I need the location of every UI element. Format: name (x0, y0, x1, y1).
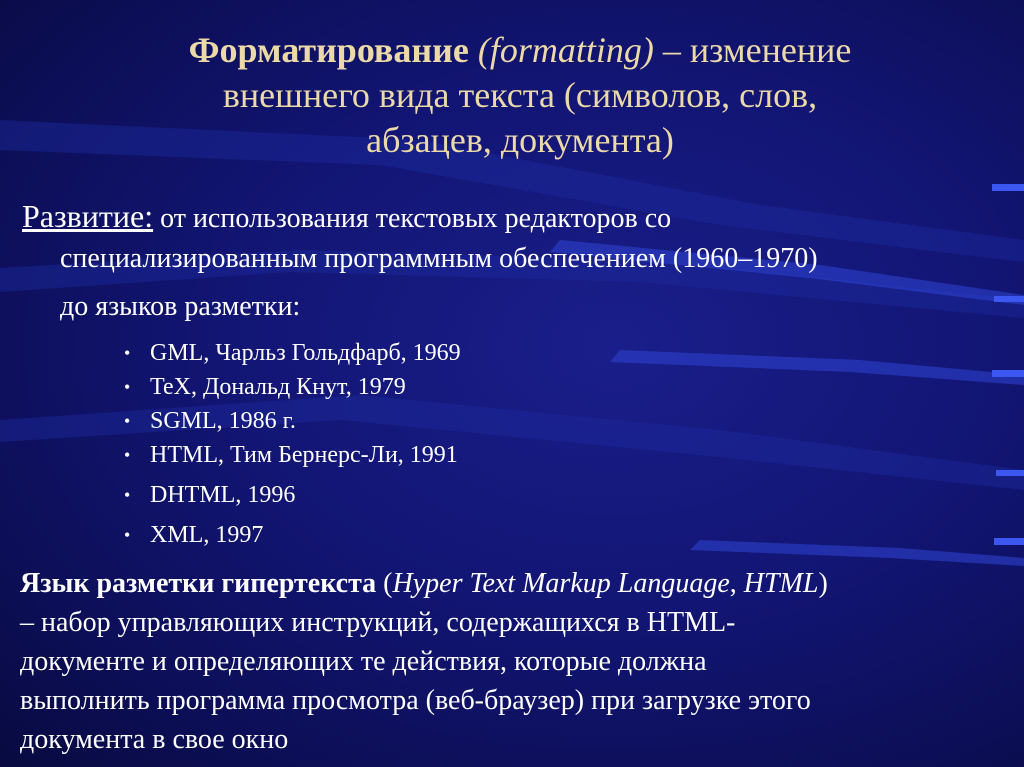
list-item: • HTML, Тим Бернерс-Ли, 1991 (120, 438, 720, 472)
definition-term: Язык разметки гипертекста (20, 568, 377, 599)
development-line-1-text: от использования текстовых редакторов со (153, 203, 672, 234)
definition-term-en: Hyper Text Markup Language (392, 568, 730, 599)
development-line-2: специализированным программным обеспечением (1960–1970) (60, 243, 818, 274)
list-item: • DHTML, 1996 (120, 478, 720, 512)
bullet-icon: • (124, 525, 131, 545)
title-line-2: внешнего вида текста (символов, слов, (222, 75, 818, 115)
markup-languages-list (120, 336, 720, 552)
list-item: • TeX, Дональд Кнут, 1979 (120, 370, 720, 404)
title-rest: – изменение (653, 30, 852, 70)
list-item: • SGML, 1986 г. (120, 404, 720, 438)
development-line-1 (22, 196, 1012, 239)
title-line-1 (60, 28, 980, 73)
development-heading: Развитие: (22, 198, 154, 234)
list-item: • XML, 1997 (120, 518, 720, 552)
development-line-3: до языков разметки: (60, 291, 301, 322)
definition-line-5: документа в свое окно (20, 724, 289, 755)
definition-line-4: выполнить программа просмотра (веб-браузер) при загрузке этого (20, 685, 811, 716)
list-item: • GML, Чарльз Гольдфарб, 1969 (120, 336, 720, 370)
definition-abbr: HTML (743, 568, 819, 599)
bullet-icon: • (124, 411, 131, 431)
bullet-icon: • (124, 343, 131, 363)
bullet-icon: • (124, 377, 131, 397)
definition-line-3: документе и определяющих те действия, которые должна (20, 646, 707, 677)
bullet-icon: • (124, 445, 131, 465)
development-paragraph (22, 196, 1012, 327)
slide-title (60, 28, 980, 163)
title-line-3: абзацев, документа) (366, 120, 674, 160)
title-term: Форматирование (188, 30, 469, 70)
title-term-en: (formatting) (477, 30, 654, 70)
definition-line-2: – набор управляющих инструкций, содержащихся в HTML- (20, 607, 736, 638)
definition-line-1: Язык разметки гипертекста (Hyper Text Markup Language, HTML) (20, 568, 828, 599)
bullet-icon: • (124, 485, 131, 505)
html-definition (20, 564, 1010, 759)
